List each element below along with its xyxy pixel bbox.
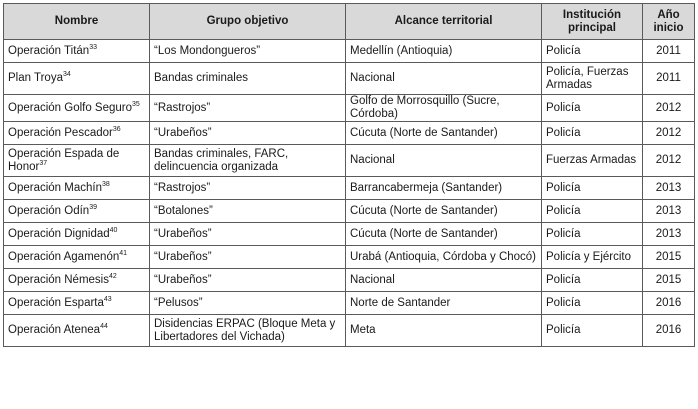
cell-grupo: “Pelusos”: [150, 292, 346, 315]
cell-alcance: Meta: [346, 315, 542, 347]
table-row: [4, 145, 695, 177]
header-grupo-objetivo: Grupo objetivo: [150, 4, 346, 40]
header-anio-inicio: [643, 4, 695, 40]
cell-institucion: Policía: [542, 315, 643, 347]
cell-institucion: Policía: [542, 177, 643, 200]
cell-nombre: [4, 292, 150, 315]
cell-institucion: Policía: [542, 292, 643, 315]
header-institucion-principal: [542, 4, 643, 40]
cell-alcance: Cúcuta (Norte de Santander): [346, 200, 542, 223]
cell-institucion: Policía: [542, 269, 643, 292]
table-container: [3, 3, 694, 347]
cell-grupo: “Urabeños”: [150, 269, 346, 292]
cell-institucion: Policía, Fuerzas Armadas: [542, 63, 643, 95]
table-row: [4, 95, 695, 122]
cell-alcance: Golfo de Morrosquillo (Sucre, Córdoba): [346, 95, 542, 122]
cell-nombre: [4, 40, 150, 63]
nombre-text: Operación Odín: [8, 204, 90, 217]
table-row: [4, 200, 695, 223]
cell-anio: 2012: [643, 95, 695, 122]
footnote-ref: 39: [89, 203, 97, 211]
nombre-text: Operación Atenea: [8, 324, 101, 336]
cell-grupo: “Botalones”: [150, 200, 346, 223]
cell-nombre: [4, 177, 150, 200]
cell-grupo: Disidencias ERPAC (Bloque Meta y Libertadores del Vichada): [150, 315, 346, 347]
cell-anio: 2012: [643, 122, 695, 145]
nombre-text: Operación Esparta: [8, 296, 104, 309]
footnote-ref: 42: [108, 272, 117, 280]
cell-grupo: “Urabeños”: [150, 122, 346, 145]
cell-nombre: [4, 145, 150, 177]
operations-table: [3, 3, 695, 347]
header-institucion-line2: principal: [568, 21, 616, 34]
header-alcance-territorial: Alcance territorial: [346, 4, 542, 40]
table-row: [4, 315, 695, 347]
nombre-text: Plan Troya: [8, 72, 63, 84]
cell-alcance: Barrancabermeja (Santander): [346, 177, 542, 200]
table-row: [4, 63, 695, 95]
cell-nombre: [4, 223, 150, 246]
cell-institucion: Policía: [542, 200, 643, 223]
footnote-ref: 33: [89, 43, 97, 51]
header-institucion-line1: Institución: [562, 8, 622, 21]
cell-alcance: Medellín (Antioquia): [346, 40, 542, 63]
table-row: [4, 177, 695, 200]
cell-anio: 2016: [643, 292, 695, 315]
nombre-text: Operación Machín: [8, 181, 102, 194]
cell-institucion: Policía: [542, 40, 643, 63]
nombre-text: Operación Espada de Honor: [8, 147, 120, 173]
nombre-text: Operación Pescador: [8, 126, 113, 139]
footnote-ref: 44: [100, 323, 108, 331]
table-row: [4, 122, 695, 145]
cell-institucion: Policía: [542, 95, 643, 122]
cell-anio: 2015: [643, 269, 695, 292]
footnote-ref: 43: [103, 295, 112, 303]
cell-nombre: [4, 269, 150, 292]
cell-grupo: “Urabeños”: [150, 246, 346, 269]
cell-anio: 2013: [643, 223, 695, 246]
table-row: [4, 269, 695, 292]
cell-nombre: [4, 95, 150, 122]
footnote-ref: 35: [132, 100, 140, 108]
table-row: [4, 292, 695, 315]
footnote-ref: 38: [101, 180, 110, 188]
footnote-ref: 40: [109, 226, 118, 234]
cell-anio: 2011: [643, 63, 695, 95]
cell-alcance: Nacional: [346, 269, 542, 292]
cell-anio: 2011: [643, 40, 695, 63]
header-anio-line2: inicio: [653, 21, 684, 34]
cell-grupo: Bandas criminales, FARC, delincuencia organizada: [150, 145, 346, 177]
cell-grupo: “Rastrojos”: [150, 95, 346, 122]
cell-anio: 2013: [643, 177, 695, 200]
nombre-text: Operación Némesis: [8, 273, 109, 286]
nombre-text: Operación Agamenón: [8, 250, 120, 263]
cell-anio: 2013: [643, 200, 695, 223]
cell-anio: 2012: [643, 145, 695, 177]
cell-grupo: “Urabeños”: [150, 223, 346, 246]
cell-anio: 2016: [643, 315, 695, 347]
table-row: [4, 223, 695, 246]
cell-alcance: Urabá (Antioquia, Córdoba y Chocó): [346, 246, 542, 269]
cell-nombre: [4, 246, 150, 269]
footnote-ref: 34: [62, 71, 71, 79]
table-row: [4, 40, 695, 63]
cell-grupo: Bandas criminales: [150, 63, 346, 95]
cell-grupo: “Rastrojos”: [150, 177, 346, 200]
cell-nombre: [4, 63, 150, 95]
cell-alcance: Cúcuta (Norte de Santander): [346, 122, 542, 145]
cell-institucion: Policía y Ejército: [542, 246, 643, 269]
header-anio-line1: Año: [657, 8, 680, 21]
nombre-text: Operación Dignidad: [8, 227, 110, 240]
cell-alcance: Cúcuta (Norte de Santander): [346, 223, 542, 246]
header-nombre: Nombre: [4, 4, 150, 40]
footnote-ref: 36: [112, 125, 121, 133]
cell-alcance: Norte de Santander: [346, 292, 542, 315]
table-row: [4, 246, 695, 269]
cell-grupo: “Los Mondongueros”: [150, 40, 346, 63]
footnote-ref: 41: [119, 249, 128, 257]
footnote-ref: 37: [39, 159, 48, 167]
nombre-text: Operación Titán: [8, 44, 90, 57]
cell-alcance: Nacional: [346, 63, 542, 95]
cell-institucion: Fuerzas Armadas: [542, 145, 643, 177]
cell-anio: 2015: [643, 246, 695, 269]
header-row: [4, 4, 695, 40]
cell-nombre: [4, 122, 150, 145]
nombre-text: Operación Golfo Seguro: [8, 101, 133, 114]
cell-nombre: [4, 315, 150, 347]
cell-institucion: Policía: [542, 223, 643, 246]
cell-institucion: Policía: [542, 122, 643, 145]
cell-alcance: Nacional: [346, 145, 542, 177]
cell-nombre: [4, 200, 150, 223]
